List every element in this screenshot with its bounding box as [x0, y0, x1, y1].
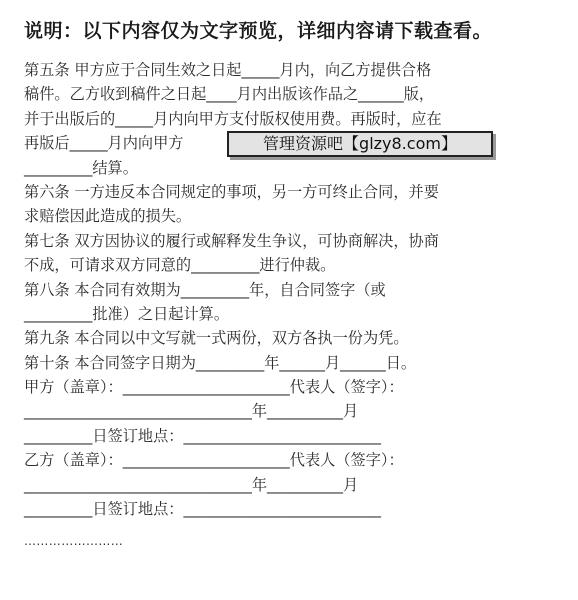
clause-6-line-2: 求赔偿因此造成的损失。	[24, 207, 192, 226]
clause-5-line-2: 稿件。乙方收到稿件之日起____月内出版该作品之______版，	[24, 85, 435, 104]
clause-5-line-3: 并于出版后的_____月内向甲方支付版权使用费。再版时，应在	[24, 109, 442, 128]
party-b-date-line: ______________________________年__________月	[24, 475, 359, 494]
clause-8-line-2: _________批准）之日起计算。	[24, 304, 230, 323]
clause-8-line-1: 第八条 本合同有效期为_________年，自合同签字（或	[24, 280, 386, 299]
party-a-location-line: _________日签订地点：__________________________	[24, 426, 381, 445]
continuation-dots: ……………………	[24, 534, 124, 548]
clause-6-line-1: 第六条 一方违反本合同规定的事项，另一方可终止合同，并要	[24, 182, 439, 201]
clause-7-line-1: 第七条 双方因协议的履行或解释发生争议，可协商解决，协商	[24, 231, 439, 250]
contract-body	[24, 58, 564, 521]
party-b-location-line: _________日签订地点：__________________________	[24, 500, 381, 519]
party-a-seal-line: 甲方（盖章）：______________________代表人（签字）：	[24, 378, 404, 397]
watermark-label: 管理资源吧【glzy8.com】	[227, 131, 493, 157]
party-b-seal-line: 乙方（盖章）：______________________代表人（签字）：	[24, 451, 404, 470]
clause-10-line: 第十条 本合同签字日期为_________年______月______日。	[24, 353, 417, 372]
clause-7-line-2: 不成，可请求双方同意的_________进行仲裁。	[24, 256, 336, 275]
preview-notice: 说明：以下内容仅为文字预览，详细内容请下载查看。	[24, 20, 493, 42]
clause-5-line-5: _________结算。	[24, 158, 138, 177]
clause-9-line: 第九条 本合同以中文写就一式两份，双方各执一份为凭。	[24, 329, 409, 348]
party-a-date-line: ______________________________年__________月	[24, 402, 359, 421]
clause-5-line-1: 第五条 甲方应于合同生效之日起_____月内，向乙方提供合格	[24, 61, 432, 79]
clause-5-line-4: 再版后_____月内向甲方	[24, 134, 184, 153]
